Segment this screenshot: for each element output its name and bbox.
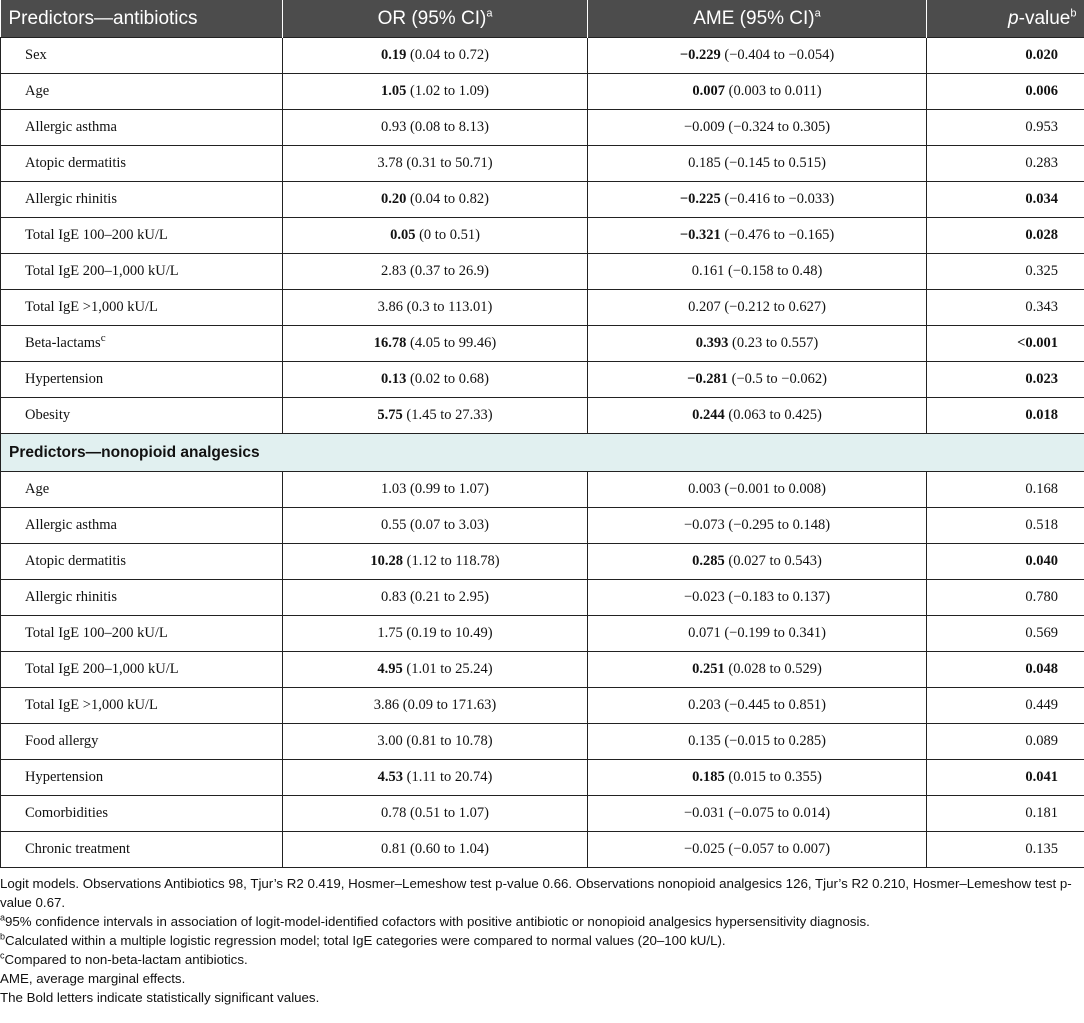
or-cell: 1.05 (1.02 to 1.09) (283, 74, 588, 110)
footnote-c: $^c$Compared to non-beta-lactam antibiotics. (0, 950, 248, 967)
predictor-cell: Beta-lactams$^c$ (1, 326, 283, 362)
p-value-cell: 0.953 (927, 110, 1084, 146)
p-value-cell: 0.283 (927, 146, 1084, 182)
table-row (1, 688, 1084, 724)
predictor-cell: Age (1, 472, 283, 508)
ame-cell: 0.003 (−0.001 to 0.008) (588, 472, 927, 508)
or-cell: 0.93 (0.08 to 8.13) (283, 110, 588, 146)
p-value-cell: 0.048 (927, 652, 1084, 688)
table-row (1, 218, 1084, 254)
p-value-cell: 0.449 (927, 688, 1084, 724)
table-footnotes (0, 868, 1084, 1007)
or-cell: 0.83 (0.21 to 2.95) (283, 580, 588, 616)
ame-cell: 0.007 (0.003 to 0.011) (588, 74, 927, 110)
footnote-bold: The Bold letters indicate statistically significant values. (0, 990, 320, 1005)
antibiotics-rows (1, 38, 1084, 434)
or-cell: 0.78 (0.51 to 1.07) (283, 796, 588, 832)
footnote-ame: AME, average marginal effects. (0, 971, 186, 986)
p-value-cell: 0.034 (927, 182, 1084, 218)
or-cell: 10.28 (1.12 to 118.78) (283, 544, 588, 580)
table-row (1, 326, 1084, 362)
table-row (1, 616, 1084, 652)
header-or: OR (95% CI)$^a$ (283, 0, 588, 38)
or-cell: 3.86 (0.09 to 171.63) (283, 688, 588, 724)
or-cell: 0.81 (0.60 to 1.04) (283, 832, 588, 868)
table-row (1, 182, 1084, 218)
footnote-b: $^b$Calculated within a multiple logistic regression model; total IgE categories were compared to normal values (20–100 kU/L). (0, 931, 726, 948)
table-row (1, 110, 1084, 146)
p-value-cell: 0.089 (927, 724, 1084, 760)
predictor-cell: Atopic dermatitis (1, 544, 283, 580)
header-ame: AME (95% CI)$^a$ (588, 0, 927, 38)
ame-cell: −0.023 (−0.183 to 0.137) (588, 580, 927, 616)
table-row (1, 290, 1084, 326)
p-value-cell: 0.181 (927, 796, 1084, 832)
table-row (1, 580, 1084, 616)
ame-cell: 0.185 (−0.145 to 0.515) (588, 146, 927, 182)
table-row (1, 652, 1084, 688)
predictor-cell: Hypertension (1, 760, 283, 796)
predictor-cell: Allergic asthma (1, 508, 283, 544)
ame-cell: −0.009 (−0.324 to 0.305) (588, 110, 927, 146)
predictor-cell: Food allergy (1, 724, 283, 760)
predictor-cell: Sex (1, 38, 283, 74)
ame-cell: −0.073 (−0.295 to 0.148) (588, 508, 927, 544)
ame-cell: 0.251 (0.028 to 0.529) (588, 652, 927, 688)
or-cell: 16.78 (4.05 to 99.46) (283, 326, 588, 362)
p-value-cell: 0.518 (927, 508, 1084, 544)
or-cell: 0.20 (0.04 to 0.82) (283, 182, 588, 218)
table-row (1, 760, 1084, 796)
predictor-cell: Total IgE 100–200 kU/L (1, 218, 283, 254)
ame-cell: 0.185 (0.015 to 0.355) (588, 760, 927, 796)
predictor-cell: Total IgE 100–200 kU/L (1, 616, 283, 652)
or-cell: 5.75 (1.45 to 27.33) (283, 398, 588, 434)
header-p-value: p-value$^b$ (927, 0, 1084, 38)
table-header-row (1, 0, 1084, 38)
section-header-row (1, 434, 1084, 472)
table-row (1, 796, 1084, 832)
ame-cell: 0.203 (−0.445 to 0.851) (588, 688, 927, 724)
table-row (1, 398, 1084, 434)
predictor-cell: Total IgE >1,000 kU/L (1, 290, 283, 326)
or-cell: 1.75 (0.19 to 10.49) (283, 616, 588, 652)
predictor-cell: Chronic treatment (1, 832, 283, 868)
predictor-cell: Allergic rhinitis (1, 182, 283, 218)
p-value-cell: 0.343 (927, 290, 1084, 326)
table-row (1, 544, 1084, 580)
or-cell: 0.05 (0 to 0.51) (283, 218, 588, 254)
p-value-cell: 0.023 (927, 362, 1084, 398)
table-row (1, 508, 1084, 544)
ame-cell: −0.229 (−0.404 to −0.054) (588, 38, 927, 74)
table-row (1, 254, 1084, 290)
p-value-cell: 0.028 (927, 218, 1084, 254)
ame-cell: 0.135 (−0.015 to 0.285) (588, 724, 927, 760)
p-value-cell: 0.020 (927, 38, 1084, 74)
predictor-cell: Allergic rhinitis (1, 580, 283, 616)
ame-cell: −0.281 (−0.5 to −0.062) (588, 362, 927, 398)
ame-cell: 0.285 (0.027 to 0.543) (588, 544, 927, 580)
predictor-cell: Total IgE 200–1,000 kU/L (1, 254, 283, 290)
or-cell: 2.83 (0.37 to 26.9) (283, 254, 588, 290)
table-row (1, 832, 1084, 868)
ame-cell: −0.321 (−0.476 to −0.165) (588, 218, 927, 254)
table-row (1, 724, 1084, 760)
analgesics-rows (1, 472, 1084, 868)
footnote-logit: Logit models. Observations Antibiotics 98, Tjur’s R2 0.419, Hosmer–Lemeshow test p-value 0.66. Observations nonopioid analgesics 126, Tjur’s R2 0.210, Hosmer–Lemeshow test p-value 0.67. (0, 876, 1072, 910)
predictor-cell: Total IgE >1,000 kU/L (1, 688, 283, 724)
table-row (1, 74, 1084, 110)
table-row (1, 146, 1084, 182)
or-cell: 3.78 (0.31 to 50.71) (283, 146, 588, 182)
predictor-cell: Total IgE 200–1,000 kU/L (1, 652, 283, 688)
p-value-cell: 0.168 (927, 472, 1084, 508)
p-value-cell: 0.135 (927, 832, 1084, 868)
ame-cell: 0.393 (0.23 to 0.557) (588, 326, 927, 362)
or-cell: 4.95 (1.01 to 25.24) (283, 652, 588, 688)
table-row (1, 472, 1084, 508)
predictor-cell: Comorbidities (1, 796, 283, 832)
p-value-cell: 0.041 (927, 760, 1084, 796)
p-value-cell: 0.325 (927, 254, 1084, 290)
section-2 (1, 434, 1084, 472)
ame-cell: 0.244 (0.063 to 0.425) (588, 398, 927, 434)
predictor-cell: Obesity (1, 398, 283, 434)
table-row (1, 362, 1084, 398)
table-row (1, 38, 1084, 74)
ame-cell: 0.071 (−0.199 to 0.341) (588, 616, 927, 652)
p-value-cell: 0.040 (927, 544, 1084, 580)
ame-cell: 0.207 (−0.212 to 0.627) (588, 290, 927, 326)
predictor-cell: Allergic asthma (1, 110, 283, 146)
header-predictors: Predictors—antibiotics (1, 0, 283, 38)
predictor-cell: Age (1, 74, 283, 110)
p-value-cell: 0.018 (927, 398, 1084, 434)
p-value-cell: <0.001 (927, 326, 1084, 362)
ame-cell: 0.161 (−0.158 to 0.48) (588, 254, 927, 290)
or-cell: 0.19 (0.04 to 0.72) (283, 38, 588, 74)
p-value-cell: 0.569 (927, 616, 1084, 652)
or-cell: 4.53 (1.11 to 20.74) (283, 760, 588, 796)
or-cell: 0.13 (0.02 to 0.68) (283, 362, 588, 398)
ame-cell: −0.031 (−0.075 to 0.014) (588, 796, 927, 832)
p-value-cell: 0.006 (927, 74, 1084, 110)
or-cell: 3.00 (0.81 to 10.78) (283, 724, 588, 760)
or-cell: 1.03 (0.99 to 1.07) (283, 472, 588, 508)
or-cell: 0.55 (0.07 to 3.03) (283, 508, 588, 544)
p-value-cell: 0.780 (927, 580, 1084, 616)
ame-cell: −0.225 (−0.416 to −0.033) (588, 182, 927, 218)
footnote-a: $^a$95% confidence intervals in association of logit-model-identified cofactors with positive antibiotic or nonopioid analgesics hypersensitivity diagnosis. (0, 912, 870, 929)
or-cell: 3.86 (0.3 to 113.01) (283, 290, 588, 326)
section-title-nonopioid: Predictors—nonopioid analgesics (1, 434, 1084, 472)
ame-cell: −0.025 (−0.057 to 0.007) (588, 832, 927, 868)
predictor-cell: Atopic dermatitis (1, 146, 283, 182)
predictor-cell: Hypertension (1, 362, 283, 398)
